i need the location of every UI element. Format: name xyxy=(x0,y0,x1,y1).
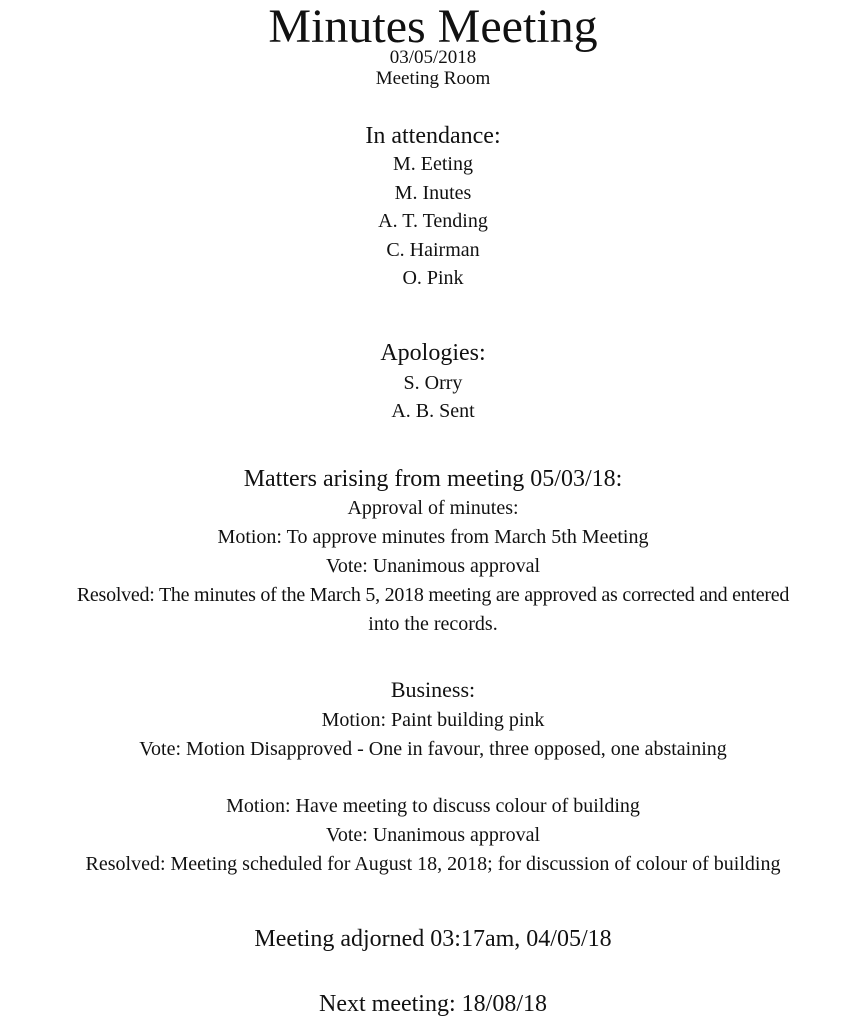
next-meeting: Next meeting: 18/08/18 xyxy=(319,991,547,1017)
matters-motion: Motion: To approve minutes from March 5th Meeting xyxy=(217,526,649,548)
business-vote: Vote: Unanimous approval xyxy=(325,824,541,846)
apology-name: A. B. Sent xyxy=(391,400,475,422)
attendee: M. Inutes xyxy=(394,182,472,204)
attendee: O. Pink xyxy=(402,267,464,289)
apology-name: S. Orry xyxy=(403,372,463,394)
business-vote: Vote: Motion Disapproved - One in favour, three opposed, one abstaining xyxy=(139,738,727,760)
business-resolved: Resolved: Meeting scheduled for August 18, 2018; for discussion of colour of building xyxy=(85,853,781,875)
adjournment: Meeting adjorned 03:17am, 04/05/18 xyxy=(254,926,612,952)
attendee: M. Eeting xyxy=(393,153,473,175)
meeting-date: 03/05/2018 xyxy=(389,47,477,68)
business-heading: Business: xyxy=(390,677,476,702)
meeting-location: Meeting Room xyxy=(375,68,491,89)
business-motion: Motion: Have meeting to discuss colour of building xyxy=(226,795,640,817)
apologies-heading: Apologies: xyxy=(380,340,486,366)
document-title: Minutes Meeting xyxy=(268,0,598,53)
matters-vote: Vote: Unanimous approval xyxy=(325,555,541,577)
attendee: C. Hairman xyxy=(386,239,480,261)
matters-resolved: Resolved: The minutes of the March 5, 2018 meeting are approved as corrected and entered xyxy=(76,584,790,606)
attendance-heading: In attendance: xyxy=(365,123,501,149)
matters-resolved-continued: into the records. xyxy=(368,613,498,635)
matters-heading: Matters arising from meeting 05/03/18: xyxy=(243,466,623,492)
business-motion: Motion: Paint building pink xyxy=(321,709,545,731)
attendee: A. T. Tending xyxy=(378,210,488,232)
matters-subheading: Approval of minutes: xyxy=(347,497,519,519)
